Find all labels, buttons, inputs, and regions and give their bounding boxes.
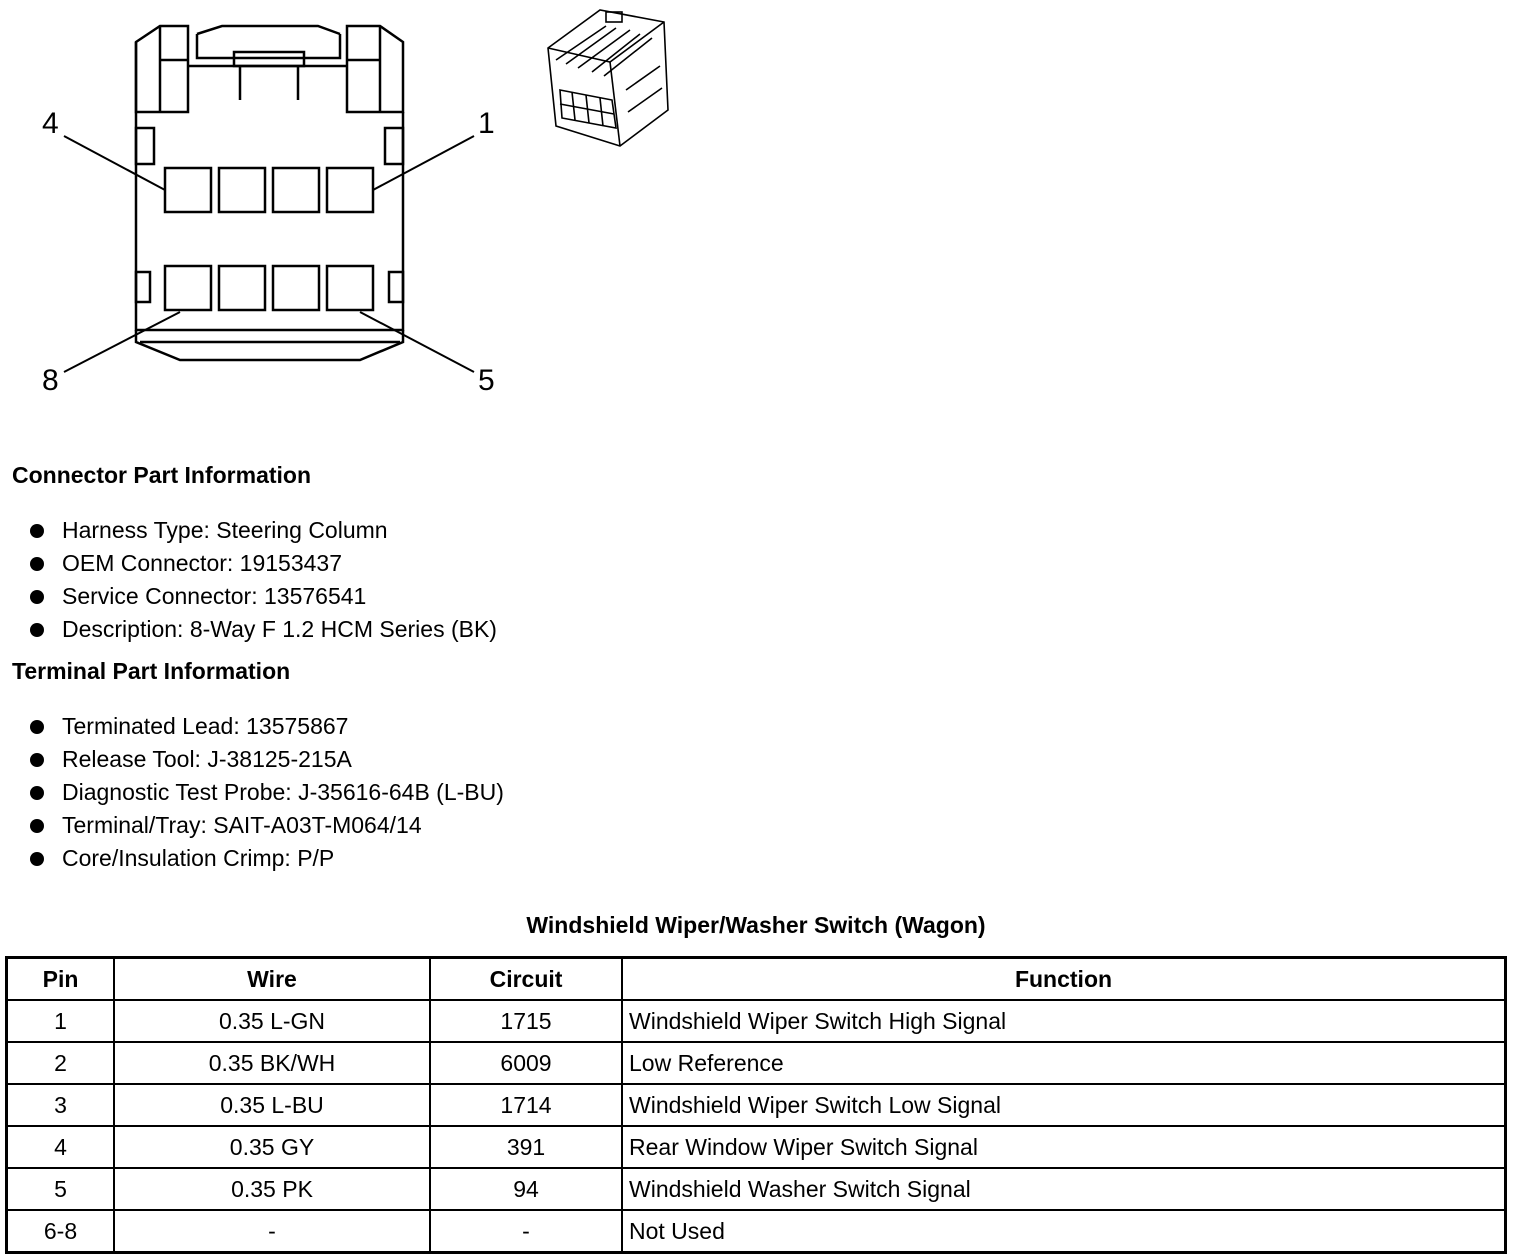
cell-circuit: - bbox=[430, 1210, 622, 1253]
cell-pin: 4 bbox=[7, 1126, 115, 1168]
cavity-7 bbox=[219, 266, 265, 310]
cell-wire: 0.35 L-BU bbox=[114, 1084, 430, 1126]
bullet-icon bbox=[30, 720, 44, 734]
terminal-cavities bbox=[165, 168, 373, 310]
list-item: Terminal/Tray: SAIT-A03T-M064/14 bbox=[30, 809, 504, 842]
pinout-table bbox=[5, 956, 1507, 1254]
pin-label-4: 4 bbox=[42, 107, 59, 140]
table-row bbox=[7, 1000, 1506, 1042]
bullet-icon bbox=[30, 819, 44, 833]
cell-function: Not Used bbox=[622, 1210, 1506, 1253]
cell-function: Windshield Wiper Switch High Signal bbox=[622, 1000, 1506, 1042]
bullet-icon bbox=[30, 623, 44, 637]
list-item: Harness Type: Steering Column bbox=[30, 514, 497, 547]
header-pin: Pin bbox=[7, 958, 115, 1001]
cavity-5 bbox=[327, 266, 373, 310]
terminal-info-title: Terminal Part Information bbox=[12, 658, 291, 684]
header-circuit: Circuit bbox=[430, 958, 622, 1001]
cavity-2 bbox=[273, 168, 319, 212]
connector-info-title: Connector Part Information bbox=[12, 462, 312, 488]
header-wire: Wire bbox=[114, 958, 430, 1001]
cell-pin: 1 bbox=[7, 1000, 115, 1042]
cell-circuit: 1714 bbox=[430, 1084, 622, 1126]
cell-circuit: 6009 bbox=[430, 1042, 622, 1084]
cavity-6 bbox=[273, 266, 319, 310]
bullet-icon bbox=[30, 753, 44, 767]
bullet-icon bbox=[30, 852, 44, 866]
cell-function: Rear Window Wiper Switch Signal bbox=[622, 1126, 1506, 1168]
cavity-4 bbox=[165, 168, 211, 212]
cell-pin: 6-8 bbox=[7, 1210, 115, 1253]
table-row bbox=[7, 1126, 1506, 1168]
cell-circuit: 94 bbox=[430, 1168, 622, 1210]
connector-info-list bbox=[30, 514, 497, 646]
table-title: Windshield Wiper/Washer Switch (Wagon) bbox=[526, 912, 986, 938]
connector-illustration bbox=[548, 10, 668, 146]
cavity-8 bbox=[165, 266, 211, 310]
list-item: Core/Insulation Crimp: P/P bbox=[30, 842, 504, 875]
table-row bbox=[7, 1210, 1506, 1253]
leader-lines bbox=[64, 136, 474, 372]
list-item: Release Tool: J-38125-215A bbox=[30, 743, 504, 776]
connector-diagram bbox=[0, 0, 700, 420]
list-item: Terminated Lead: 13575867 bbox=[30, 710, 504, 743]
table-row bbox=[7, 1084, 1506, 1126]
cell-wire: 0.35 L-GN bbox=[114, 1000, 430, 1042]
cavity-3 bbox=[219, 168, 265, 212]
cell-function: Windshield Wiper Switch Low Signal bbox=[622, 1084, 1506, 1126]
terminal-info-list bbox=[30, 710, 504, 875]
cell-wire: - bbox=[114, 1210, 430, 1253]
cell-pin: 5 bbox=[7, 1168, 115, 1210]
cell-pin: 3 bbox=[7, 1084, 115, 1126]
table-header-row bbox=[7, 958, 1506, 1001]
pin-label-8: 8 bbox=[42, 364, 59, 397]
pin-label-1: 1 bbox=[478, 107, 495, 140]
cell-wire: 0.35 BK/WH bbox=[114, 1042, 430, 1084]
list-item: Description: 8-Way F 1.2 HCM Series (BK) bbox=[30, 613, 497, 646]
cell-wire: 0.35 PK bbox=[114, 1168, 430, 1210]
bullet-icon bbox=[30, 524, 44, 538]
bullet-icon bbox=[30, 786, 44, 800]
pin-label-5: 5 bbox=[478, 364, 495, 397]
list-item: OEM Connector: 19153437 bbox=[30, 547, 497, 580]
list-item: Diagnostic Test Probe: J-35616-64B (L-BU) bbox=[30, 776, 504, 809]
cell-circuit: 391 bbox=[430, 1126, 622, 1168]
bullet-icon bbox=[30, 557, 44, 571]
header-function: Function bbox=[622, 958, 1506, 1001]
table-row bbox=[7, 1042, 1506, 1084]
cell-wire: 0.35 GY bbox=[114, 1126, 430, 1168]
table-row bbox=[7, 1168, 1506, 1210]
cell-function: Low Reference bbox=[622, 1042, 1506, 1084]
cavity-1 bbox=[327, 168, 373, 212]
list-item: Service Connector: 13576541 bbox=[30, 580, 497, 613]
cell-circuit: 1715 bbox=[430, 1000, 622, 1042]
bullet-icon bbox=[30, 590, 44, 604]
cell-function: Windshield Washer Switch Signal bbox=[622, 1168, 1506, 1210]
cell-pin: 2 bbox=[7, 1042, 115, 1084]
